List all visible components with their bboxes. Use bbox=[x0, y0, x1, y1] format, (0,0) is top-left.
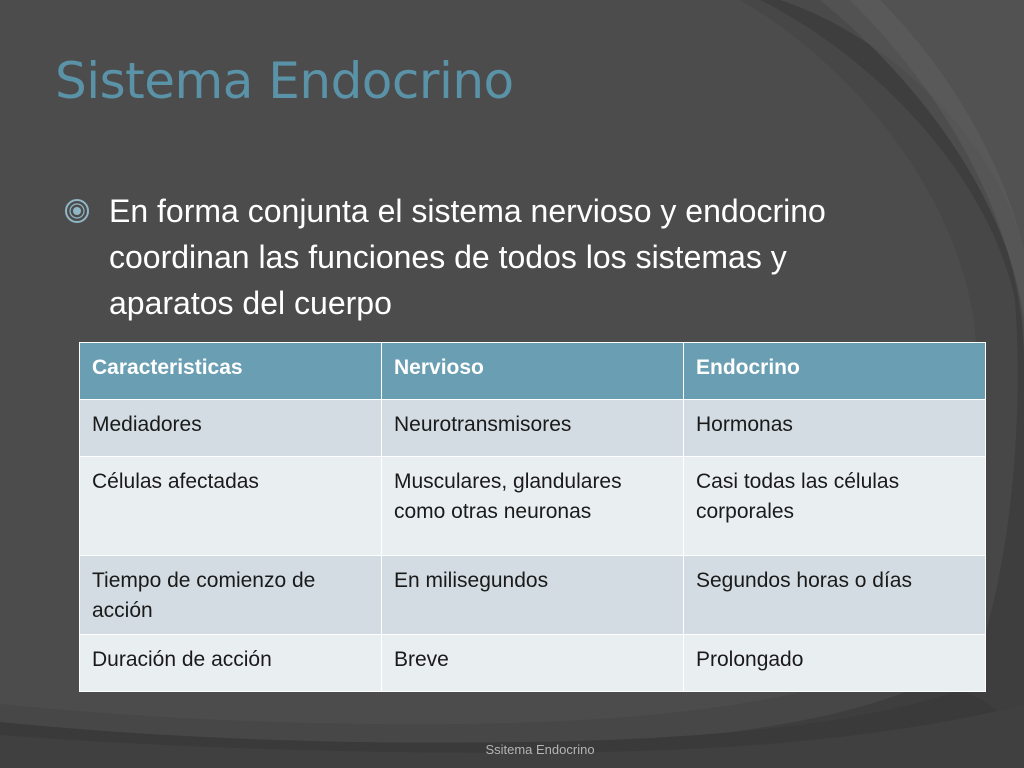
table-row bbox=[80, 400, 986, 457]
table-row bbox=[80, 635, 986, 692]
table-cell: Tiempo de comienzo de acción bbox=[80, 556, 382, 635]
table-row bbox=[80, 556, 986, 635]
table-cell: Hormonas bbox=[684, 400, 986, 457]
table-cell: Segundos horas o días bbox=[684, 556, 986, 635]
bullet-point bbox=[64, 188, 844, 326]
table-cell: Prolongado bbox=[684, 635, 986, 692]
comparison-table bbox=[79, 342, 986, 692]
header-caracteristicas: Caracteristicas bbox=[80, 343, 382, 400]
table-cell: Musculares, glandulares como otras neuronas bbox=[382, 457, 684, 556]
table-row bbox=[80, 457, 986, 556]
table-cell: Casi todas las células corporales bbox=[684, 457, 986, 556]
table-cell: Neurotransmisores bbox=[382, 400, 684, 457]
table-cell: En milisegundos bbox=[382, 556, 684, 635]
footer-text: Ssitema Endocrino bbox=[485, 742, 595, 757]
circled-dot-icon bbox=[64, 198, 90, 224]
page-title: Sistema Endocrino bbox=[55, 52, 514, 110]
table-header-row bbox=[80, 343, 986, 400]
bullet-text: En forma conjunta el sistema nervioso y endocrino coordinan las funciones de todos los sistemas y aparatos del cuerpo bbox=[109, 193, 826, 321]
table-cell: Breve bbox=[382, 635, 684, 692]
table-cell: Duración de acción bbox=[80, 635, 382, 692]
header-endocrino: Endocrino bbox=[684, 343, 986, 400]
table-cell: Células afectadas bbox=[80, 457, 382, 556]
header-nervioso: Nervioso bbox=[382, 343, 684, 400]
table-cell: Mediadores bbox=[80, 400, 382, 457]
